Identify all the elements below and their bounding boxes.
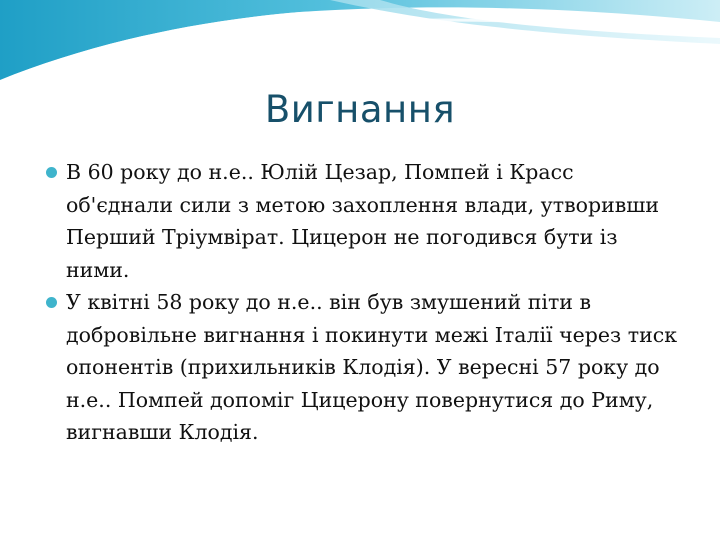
bullet-item (46, 286, 686, 449)
bullet-text: В 60 року до н.е.. Юлій Цезар, Помпей і Красс об'єднали сили з метою захоплення влади, утворивши Перший Тріумвірат. Цицерон не погодився бути із ними. (66, 160, 660, 282)
bullet-dot-icon (46, 297, 57, 308)
bullet-item (46, 156, 686, 286)
bullet-dot-icon (46, 167, 57, 178)
bullet-list (46, 156, 686, 449)
slide-title: Вигнання (264, 88, 456, 131)
bullet-text: У квітні 58 року до н.е.. він був змушений піти в добровільне вигнання і покинути межі Італії через тиск опонентів (прихильників Клодія). У вересні 57 року до н.е.. Помпей допоміг Цицерону повернутися до Риму, вигнавши Клодія. (66, 290, 678, 444)
